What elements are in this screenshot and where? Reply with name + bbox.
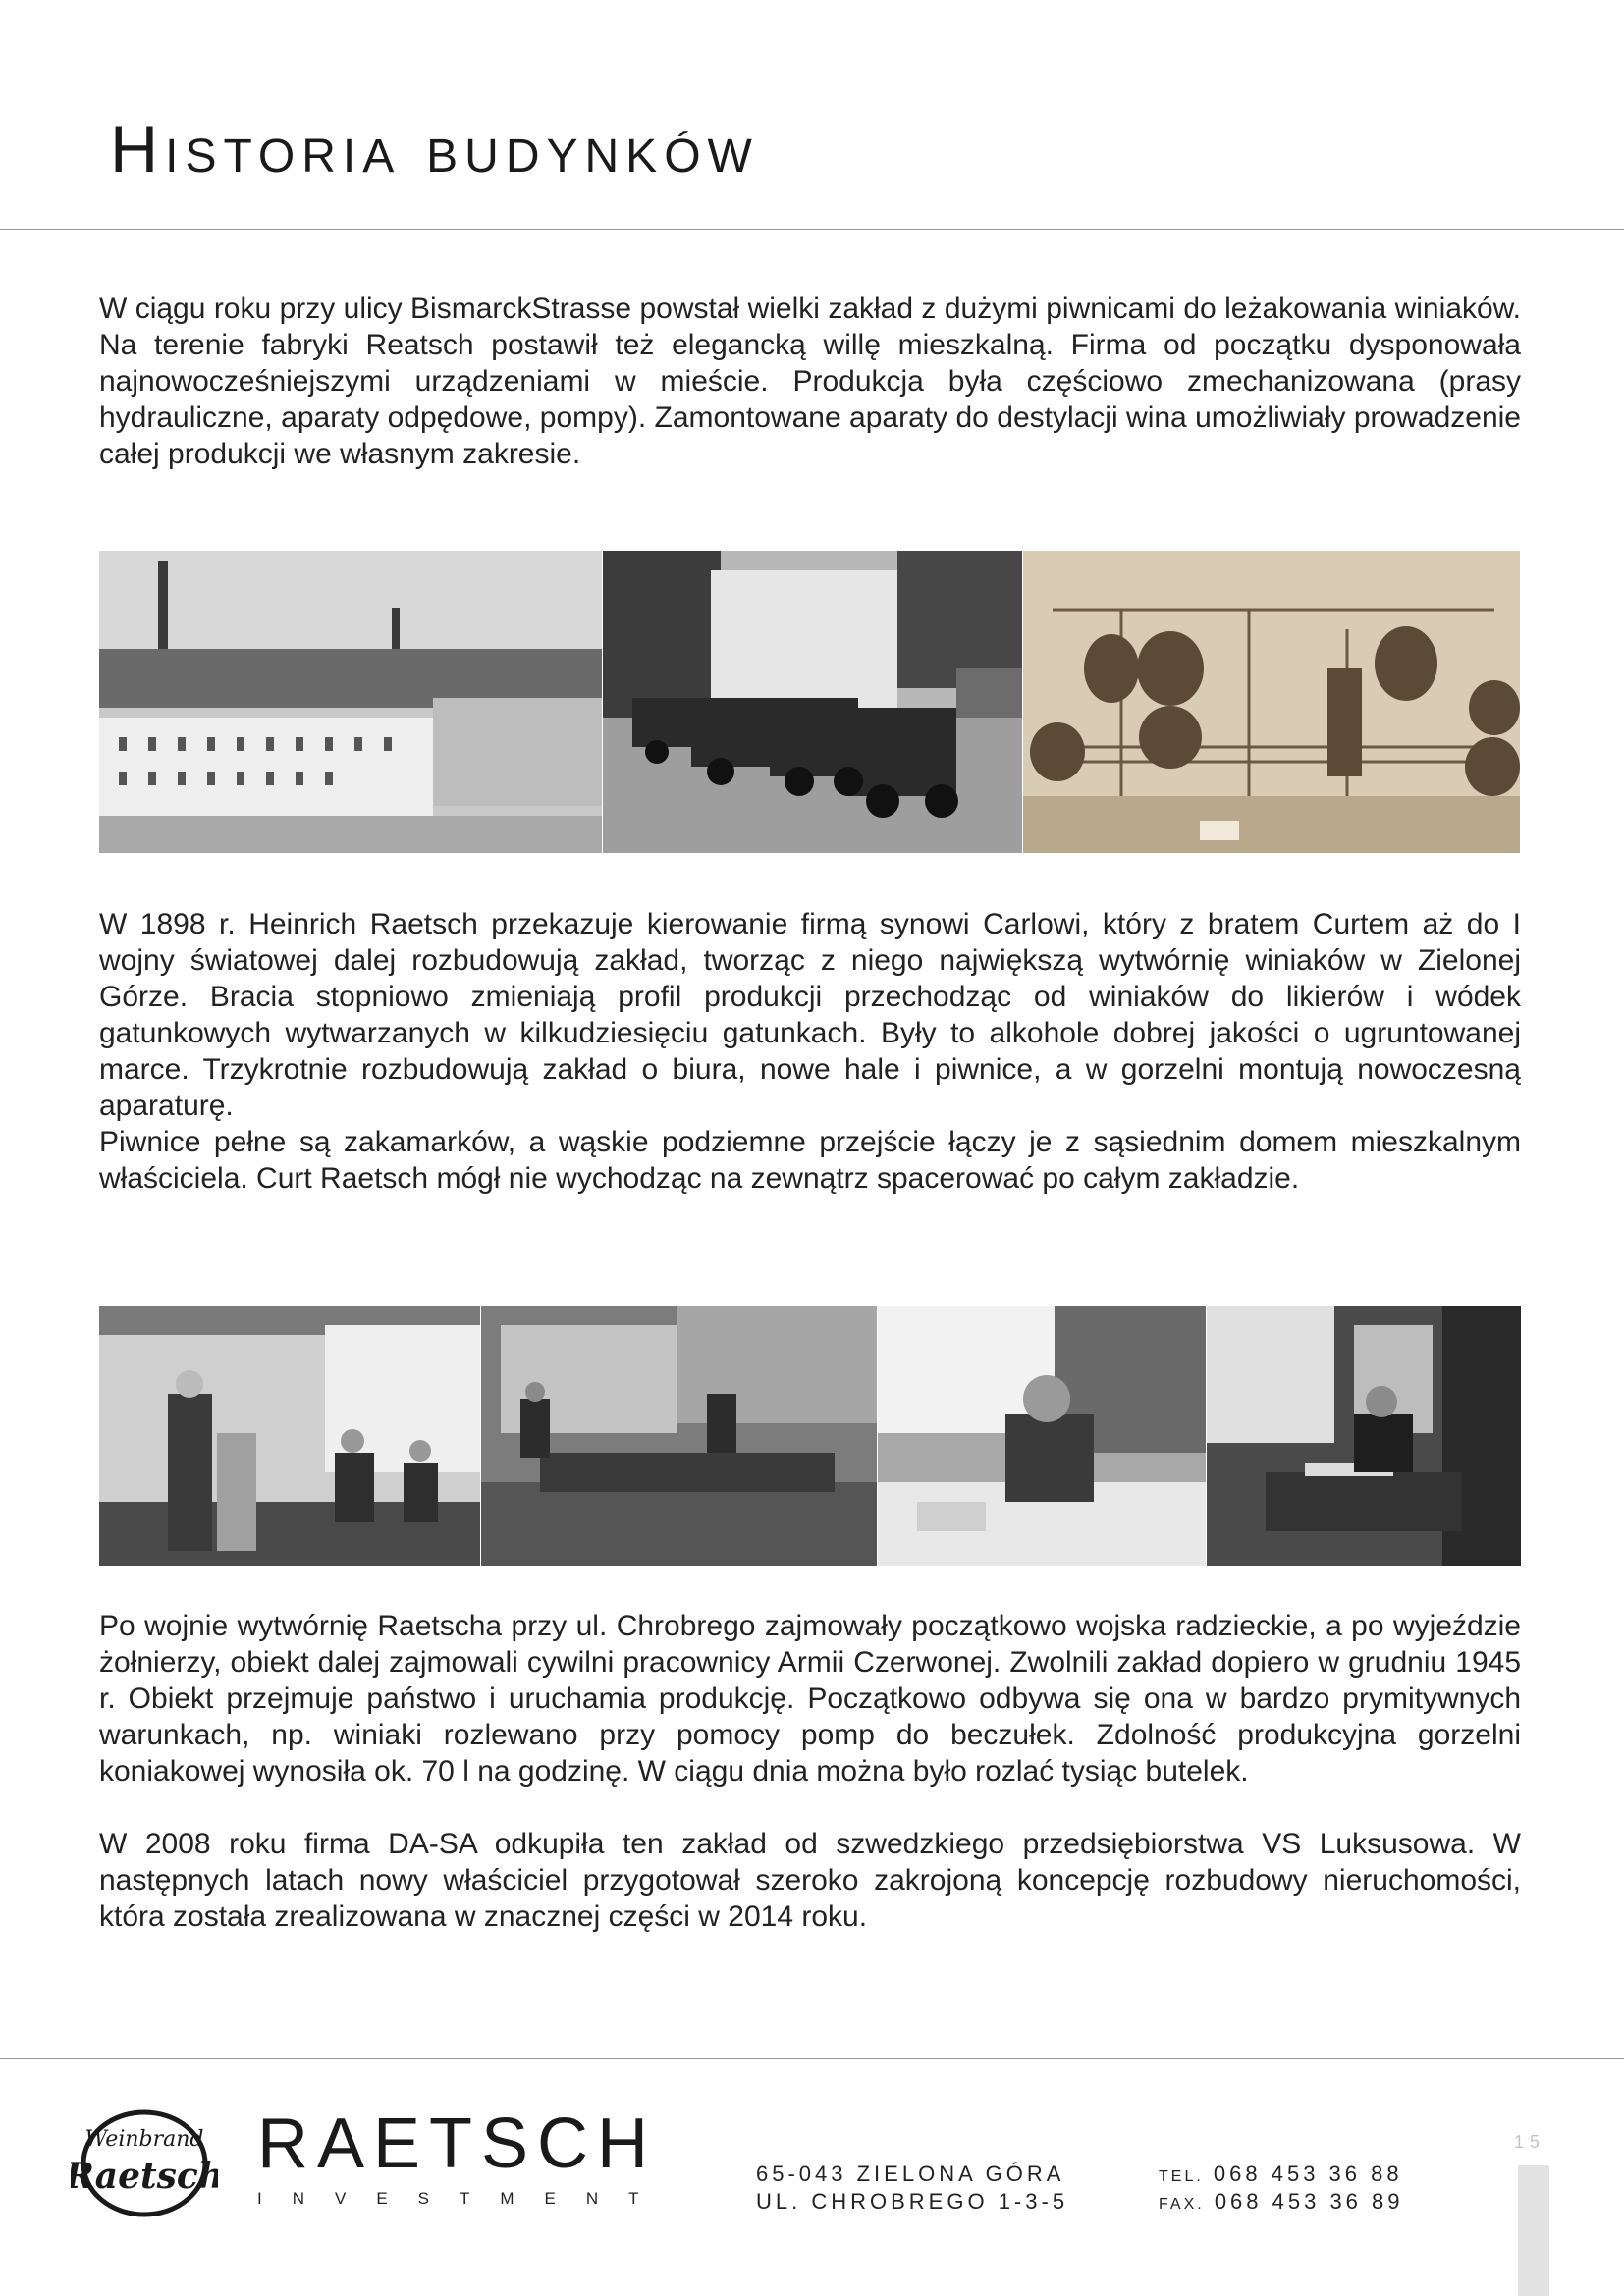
intro-paragraph [99, 291, 1521, 472]
distillery-apparatus-photo [1023, 551, 1520, 853]
office-clerks-photo [99, 1306, 480, 1566]
postwar-text-2: W 2008 roku firma DA-SA odkupiła ten zakład od szwedzkiego przedsiębiorstwa VS Luksusowa. W następnych latach nowy właściciel przygotował szeroko zakrojoną koncepcję rozbudowy nieruchomości, która została zrealizowana w znacznej części w 2014 roku. [99, 1828, 1521, 1933]
brand-name: RAETSCH [257, 2105, 658, 2183]
postwar-paragraph [99, 1608, 1521, 1935]
cars-photo [603, 551, 1022, 853]
brand-subtitle: INVESTMENT [257, 2189, 670, 2208]
svg-text:Weinbrand: Weinbrand [84, 2127, 204, 2152]
office-desks-photo [481, 1306, 877, 1566]
page-number: 15 [1514, 2132, 1546, 2152]
header-divider [0, 229, 1624, 230]
phone-number: 068 453 36 88 [1213, 2162, 1403, 2186]
history-paragraph [99, 906, 1521, 1197]
intro-text: W ciągu roku przy ulicy BismarckStrasse powstał wielki zakład z dużymi piwnicami do leżakowania winiaków. Na terenie fabryki Reatsch postawił też elegancką willę mieszkalną. Firma od początku dysponowała najnowocześniejszymi urządzeniami w mieście. Produkcja była częściowo zmechanizowana (prasy hydrauliczne, aparaty odpędowe, pompy). Zamontowane aparaty do destylacji wina umożliwiały prowadzenie całej produkcji we własnym zakresie. [99, 293, 1521, 470]
footer-divider [0, 2058, 1624, 2059]
fax-line [1159, 2188, 1404, 2218]
fax-number: 068 453 36 89 [1214, 2189, 1404, 2214]
page-title: Historia budynków [110, 112, 759, 187]
postwar-text-1: Po wojnie wytwórnię Raetscha przy ul. Chrobrego zajmowały początkowo wojska radzieckie, a po wyjeździe żołnierzy, obiekt dalej zajmowali cywilni pracownicy Armii Czerwonej. Zwolnili zakład dopiero w grudniu 1945 r. Obiekt przejmuje państwo i uruchamia produkcję. Początkowo odbywa się ona w bardzo prymitywnych warunkach, np. winiaki rozlewano przy pomocy pomp do beczułek. Zdolność produkcyjna gorzelni koniakowej wynosiła ok. 70 l na godzinę. W ciągu dnia można było rozlać tysiąc butelek. [99, 1610, 1521, 1788]
history-text-2: Piwnice pełne są zakamarków, a wąskie podziemne przejście łączy je z sąsiednim domem mieszkalnym właściciela. Curt Raetsch mógł nie wychodząc na zewnątrz spacerować po całym zakładzie. [99, 1126, 1521, 1195]
study-photo [1207, 1306, 1521, 1566]
address-city: 65-043 ZIELONA GÓRA [756, 2162, 1065, 2186]
address-street: UL. CHROBREGO 1-3-5 [756, 2189, 1069, 2214]
director-photo [878, 1306, 1206, 1566]
phone-line [1159, 2161, 1403, 2191]
svg-text:Raetsch: Raetsch [71, 2156, 218, 2197]
weinbrand-raetsch-logo [71, 2095, 218, 2232]
history-text-1: W 1898 r. Heinrich Raetsch przekazuje kierowanie firmą synowi Carlowi, który z bratem Curtem aż do I wojny światowej dalej rozbudowują zakład, tworząc z niego największą wytwórnię winiaków w Zielonej Górze. Bracia stopniowo zmieniają profil produkcji przechodząc od winiaków do likierów i wódek gatunkowych wytwarzanych w kilkudziesięciu gatunkach. Były to alkohole dobrej jakości o ugruntowanej marce. Trzykrotnie rozbudowują zakład o biura, nowe hale i piwnice, a w gorzelni montują nowoczesną aparaturę. [99, 908, 1521, 1122]
fax-label: FAX. [1159, 2196, 1205, 2213]
factory-photo [99, 551, 602, 853]
page-tab-bar [1518, 2165, 1549, 2296]
phone-label: TEL. [1159, 2168, 1204, 2185]
